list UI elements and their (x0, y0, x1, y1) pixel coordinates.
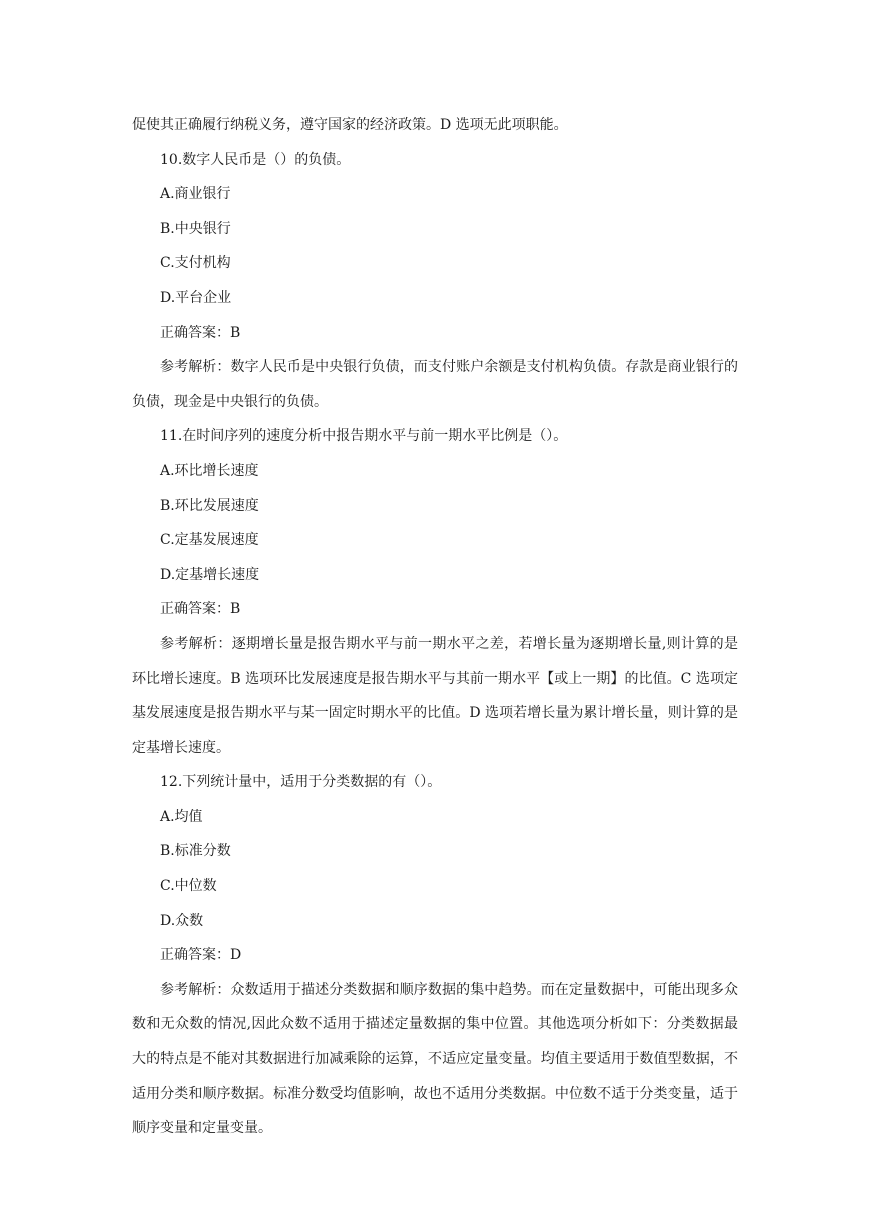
question-11-explanation: 参考解析：逐期增长量是报告期水平与前一期水平之差，若增长量为逐期增长量,则计算的是环比增长速度。B 选项环比发展速度是报告期水平与其前一期水平【或上一期】的比值。C 选项定基发展速度是报告期水平与某一固定时期水平的比值。D 选项若增长量为累计增长量，则计算的是定基增长速度。 (132, 635, 738, 756)
question-10-answer: 正确答案：B (160, 324, 241, 341)
question-10-option-d: D.平台企业 (160, 289, 232, 306)
question-10-option-a: A.商业银行 (160, 186, 231, 203)
question-11-option-b: B.环比发展速度 (160, 497, 259, 514)
question-10-option-c: C.支付机构 (160, 255, 231, 272)
question-12-stem: 12.下列统计量中，适用于分类数据的有（）。 (160, 774, 442, 791)
question-12-answer: 正确答案：D (160, 947, 242, 964)
question-12-explanation: 参考解析：众数适用于描述分类数据和顺序数据的集中趋势。而在定量数据中，可能出现多众数和无众数的情况,因此众数不适用于描述定量数据的集中位置。其他选项分析如下：分类数据最大的特点是不能对其数据进行加减乘除的运算，不适应定量变量。均值主要适用于数值型数据，不适用分类和顺序数据。标准分数受均值影响，故也不适用分类数据。中位数不适于分类变量，适于顺序变量和定量变量。 (132, 981, 738, 1137)
question-10-explanation: 参考解析：数字人民币是中央银行负债，而支付账户余额是支付机构负债。存款是商业银行的负债，现金是中央银行的负债。 (132, 359, 738, 410)
question-12-option-c: C.中位数 (160, 878, 217, 895)
question-11-option-c: C.定基发展速度 (160, 532, 259, 549)
question-12-option-b: B.标准分数 (160, 843, 231, 860)
question-11-option-d: D.定基增长速度 (160, 566, 260, 583)
continued-explanation-line: 促使其正确履行纳税义务，遵守国家的经济政策。D 选项无此项职能。 (132, 117, 568, 133)
question-12-option-a: A.均值 (160, 808, 203, 825)
page-content (132, 108, 738, 1146)
question-12-option-d: D.众数 (160, 912, 204, 929)
question-11-stem: 11.在时间序列的速度分析中报告期水平与前一期水平比例是（）。 (160, 428, 568, 445)
question-10-stem: 10.数字人民币是（）的负债。 (160, 151, 351, 168)
question-11-option-a: A.环比增长速度 (160, 462, 259, 479)
question-10-option-b: B.中央银行 (160, 220, 231, 237)
question-11-answer: 正确答案：B (160, 601, 241, 618)
